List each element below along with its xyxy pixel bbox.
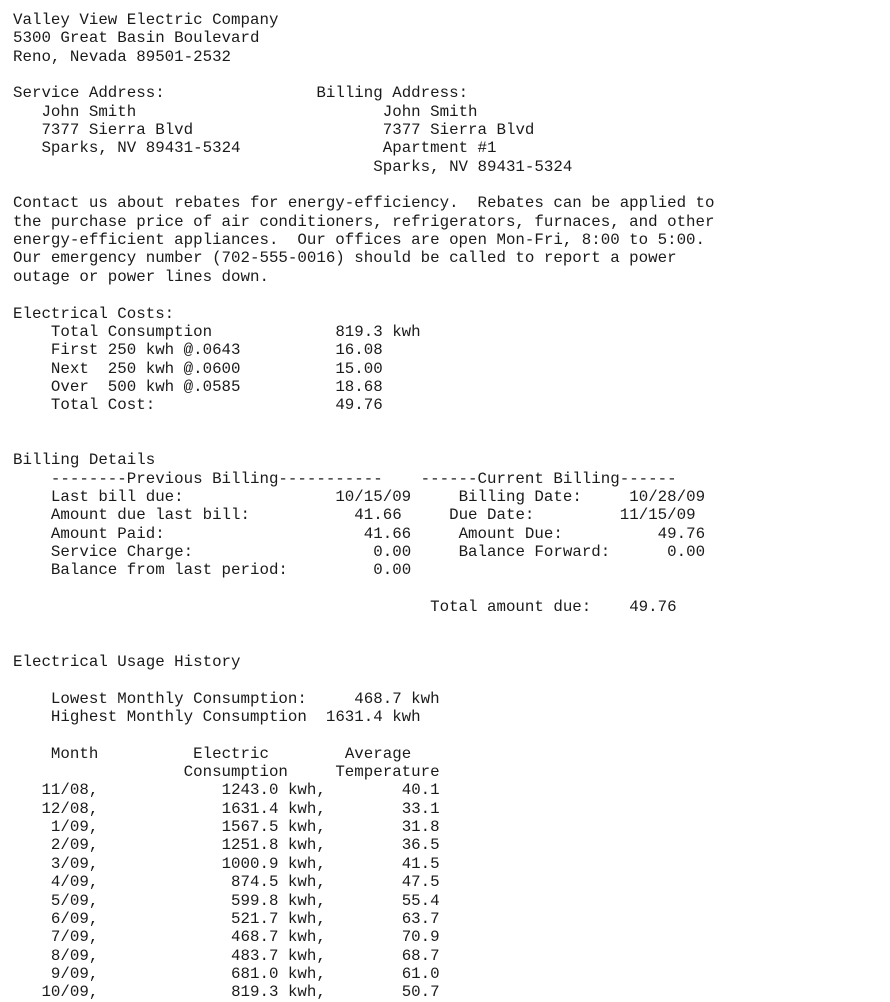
notice-line-4: Our emergency number (702-555-0016) should be called to report a power	[13, 249, 677, 268]
usage-kwh: 1000.9 kwh,	[221, 854, 326, 873]
usage-temp: 47.5	[401, 873, 440, 892]
cost-label: First 250 kwh @.0643	[50, 341, 241, 360]
billing-city: Sparks, NV 89431-5324	[373, 157, 573, 176]
usage-kwh: 483.7 kwh,	[231, 946, 326, 965]
usage-temp: 61.0	[401, 964, 440, 983]
usage-temp: 40.1	[401, 781, 440, 800]
cost-label: Total Consumption	[50, 322, 213, 341]
usage-month: 11/08,	[41, 781, 99, 800]
company-name: Valley View Electric Company	[13, 11, 279, 29]
previous-value: 10/15/09	[335, 487, 412, 506]
company-street: 5300 Great Basin Boulevard	[13, 29, 260, 48]
usage-row	[13, 836, 890, 854]
usage-temp: 31.8	[401, 818, 440, 837]
usage-kwh: 599.8 kwh,	[231, 891, 326, 910]
usage-month: 3/09,	[50, 854, 99, 873]
cost-value: 18.68	[335, 377, 383, 396]
previous-value: 41.66	[354, 506, 402, 525]
usage-kwh: 1567.5 kwh,	[221, 818, 326, 837]
usage-month: 6/09,	[50, 909, 99, 928]
notice-line-2: the purchase price of air conditioners, refrigerators, furnaces, and other	[13, 212, 715, 231]
previous-label: Balance from last period:	[50, 561, 288, 580]
previous-billing-header: --------Previous Billing-----------	[50, 469, 383, 488]
service-address-label: Service Address:	[13, 84, 165, 103]
usage-month: 1/09,	[50, 818, 99, 837]
notice-line-5: outage or power lines down.	[13, 267, 269, 286]
billing-name: John Smith	[382, 102, 478, 121]
usage-row	[13, 910, 890, 928]
usage-temp: 55.4	[401, 891, 440, 910]
usage-month: 8/09,	[50, 946, 99, 965]
usage-row	[13, 892, 890, 910]
column-header-electric: Electric	[193, 744, 269, 763]
highest-consumption-label: Highest Monthly Consumption	[50, 708, 307, 727]
usage-month: 2/09,	[50, 836, 99, 855]
current-label: Due Date:	[449, 506, 535, 525]
lowest-consumption-value: 468.7 kwh	[354, 689, 440, 708]
cost-label: Total Cost:	[50, 396, 156, 415]
usage-temp: 63.7	[401, 909, 440, 928]
usage-row	[13, 947, 890, 965]
billing-apartment: Apartment #1	[382, 139, 497, 158]
cost-value: 16.08	[335, 341, 383, 360]
usage-temp: 33.1	[401, 799, 440, 818]
total-amount-due-value: 49.76	[629, 598, 677, 616]
usage-kwh: 1631.4 kwh,	[221, 799, 326, 818]
notice-line-1: Contact us about rebates for energy-efficiency. Rebates can be applied to	[13, 194, 715, 213]
usage-month: 12/08,	[41, 799, 99, 818]
usage-temp: 50.7	[401, 983, 440, 1002]
usage-kwh: 874.5 kwh,	[231, 873, 326, 892]
costs-title: Electrical Costs:	[13, 304, 175, 323]
usage-month: 7/09,	[50, 928, 99, 947]
current-label: Amount Due:	[458, 524, 563, 543]
notice-line-3: energy-efficient appliances. Our offices are open Mon-Fri, 8:00 to 5:00.	[13, 231, 706, 250]
usage-kwh: 1243.0 kwh,	[221, 781, 326, 800]
current-label: Billing Date:	[458, 487, 582, 506]
usage-temp: 70.9	[401, 928, 440, 947]
current-value: 10/28/09	[629, 487, 706, 506]
service-street: 7377 Sierra Blvd	[41, 121, 194, 140]
usage-row	[13, 818, 890, 836]
usage-temp: 41.5	[401, 854, 440, 873]
usage-kwh: 819.3 kwh,	[231, 983, 326, 1002]
service-name: John Smith	[41, 102, 137, 121]
billing-title: Billing Details	[13, 451, 156, 470]
current-label: Balance Forward:	[458, 542, 611, 561]
previous-label: Amount Paid:	[50, 524, 165, 543]
usage-row	[13, 800, 890, 818]
cost-value: 819.3 kwh	[335, 322, 421, 341]
current-value: 0.00	[667, 542, 706, 561]
usage-row	[13, 983, 890, 1001]
current-billing-header: ------Current Billing------	[420, 469, 677, 488]
current-value: 11/15/09	[619, 506, 696, 525]
usage-temp: 36.5	[401, 836, 440, 855]
usage-kwh: 468.7 kwh,	[231, 928, 326, 947]
usage-month: 10/09,	[41, 983, 99, 1002]
previous-value: 0.00	[373, 542, 412, 561]
company-city: Reno, Nevada 89501-2532	[13, 47, 232, 66]
usage-kwh: 681.0 kwh,	[231, 964, 326, 983]
current-value: 49.76	[657, 524, 706, 543]
highest-consumption-value: 1631.4 kwh	[325, 708, 421, 727]
cost-value: 49.76	[335, 396, 383, 415]
lowest-consumption-label: Lowest Monthly Consumption:	[50, 689, 307, 708]
usage-row	[13, 928, 890, 946]
usage-row	[13, 873, 890, 891]
cost-label: Next 250 kwh @.0600	[50, 359, 241, 378]
usage-kwh: 1251.8 kwh,	[221, 836, 326, 855]
cost-value: 15.00	[335, 359, 383, 378]
billing-address-label: Billing Address:	[316, 84, 469, 103]
cost-label: Over 500 kwh @.0585	[50, 377, 241, 396]
usage-month: 4/09,	[50, 873, 99, 892]
usage-temp: 68.7	[401, 946, 440, 965]
column-header-consumption: Consumption	[183, 763, 288, 782]
total-amount-due-label: Total amount due:	[430, 598, 592, 616]
usage-row	[13, 855, 890, 873]
usage-title: Electrical Usage History	[13, 653, 241, 672]
previous-label: Amount due last bill:	[50, 506, 250, 525]
column-header-temperature: Temperature	[335, 763, 440, 782]
previous-label: Last bill due:	[50, 487, 184, 506]
usage-month: 5/09,	[50, 891, 99, 910]
usage-kwh: 521.7 kwh,	[231, 909, 326, 928]
billing-street: 7377 Sierra Blvd	[382, 121, 535, 140]
column-header-average: Average	[344, 744, 412, 763]
usage-row	[13, 781, 890, 799]
usage-month: 9/09,	[50, 964, 99, 983]
usage-row	[13, 965, 890, 983]
previous-value: 41.66	[363, 524, 412, 543]
previous-label: Service Charge:	[50, 542, 194, 561]
service-city: Sparks, NV 89431-5324	[41, 139, 241, 158]
previous-value: 0.00	[373, 561, 412, 580]
column-header-month: Month	[50, 744, 99, 763]
